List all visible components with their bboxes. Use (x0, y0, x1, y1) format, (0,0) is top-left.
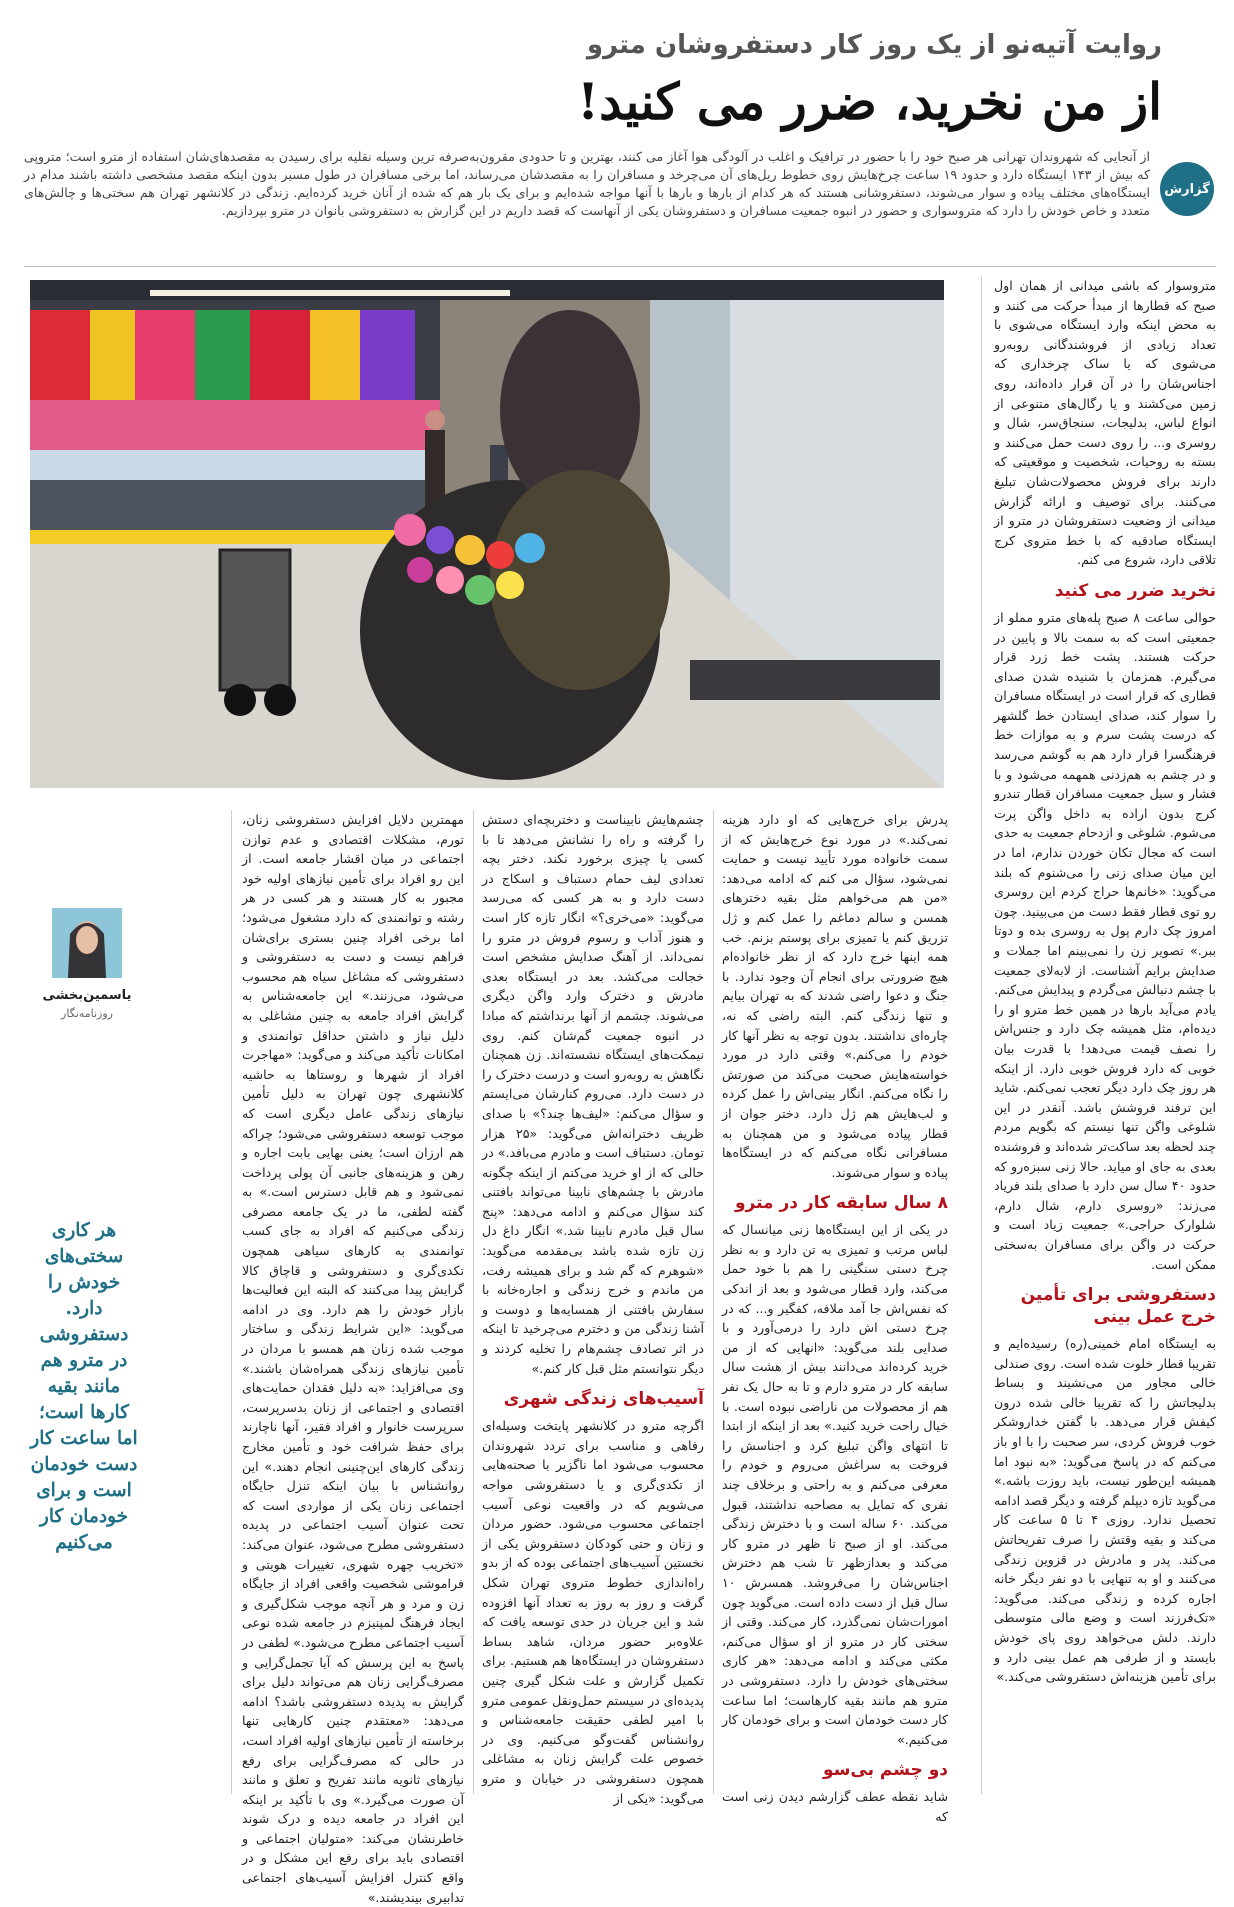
article-headline: از من نخرید، ضرر می کنید! (577, 72, 1162, 131)
paragraph: در یکی از این ایستگاه‌ها زنی میانسال که لباس مرتب و تمیزی به تن دارد و به نظر چرخ دستی سنگینی را هم با خود حمل می‌کند، وارد قطار می‌شود و بعد از اندکی که نفس‌اش جا آمد ملافه، کفگیر و... که در چرخ دستی اش دارد را درمی‌آورد و با صدایی بلند می‌گوید: «انهایی که از من خرید کرده‌اند می‌دانند بیش از هشت سال سابقه کار در مترو دارم و تا به حال یک نفر هم از محصولات من ناراضی نبوده است. با خیال راحت خرید کنید.» بعد از اینکه از ابتدا تا انتهای واگن تبلیغ کرد و اجناسش را فروخت به سراغش می‌روم و خودم را معرفی می‌کنم و به راحتی و برخلاف چند نفری که تمایل به مصاحبه نداشتند، قبول می‌کند. ۶۰ ساله است و با دخترش زندگی می‌کند. او از صبح تا ظهر در مترو کار می‌کند و بعدازظهر تا شب هم دخترش اجناس‌شان را می‌فروشد. همسرش ۱۰ سال قبل از دست داده است. می‌گوید چون امورات‌شان نمی‌گذرد، کار می‌کند. وقتی از سختی کار در مترو از او سؤال می‌کنم، مکثی می‌کند و ادامه می‌دهد: «هر کاری سختی‌های خودش را دارد. دستفروشی در مترو هم مانند بقیه کارهاست؛ اما ساعت کار دست خودمان است و برای خودمان کار می‌کنیم.» (722, 1222, 949, 1747)
paragraph: اگرچه مترو در کلانشهر پایتخت وسیله‌ای رفاهی و مناسب برای تردد شهروندان محسوب می‌شود اما ناگزیر با صحنه‌هایی از تکدی‌گری و یا دستفروشی مواجه می‌شویم که در واقعیت نوعی آسیب اجتماعی محسوب می‌شود. حضور مردان و زنان و حتی کودکان دستفروش یکی از نخستین آسیب‌های اجتماعی بوده که از بدو راه‌اندازی خطوط متروی تهران شکل گرفت و روز به روز به تعداد آنها افزوده شد و این جریان در حدی توسعه یافت که علاوه‌بر حضور مردان، شاهد بساط دستفروشان در ایستگاه‌ها هم هستیم. برای تکمیل گزارش و علت شکل گیری چنین پدیده‌ای در سیستم حمل‌ونقل عمومی مترو با امیر لطفی حقیقت جامعه‌شناس و روانشناس گفت‌وگو می‌کنیم. وی در خصوص علت گرایش زنان به مشاغلی همچون دستفروشی در خیابان و مترو می‌گوید: «یکی از (482, 1418, 704, 1806)
article-kicker: روایت آتیه‌نو از یک روز کار دستفروشان مترو (586, 30, 1162, 60)
subhead-nose-surgery: دستفروشی برای تأمین خرج عمل بینی (1020, 1285, 1216, 1328)
author-name: یاسمین‌بخشی (42, 988, 132, 1003)
author-avatar (52, 908, 122, 978)
column-divider (231, 810, 232, 1794)
pull-quote: هر کاری سختی‌های خودش را دارد. دستفروشی در مترو هم مانند بقیه کارها است؛ اما ساعت کار دست خودمان است و برای خودمان کار می‌کنیم (30, 1220, 138, 1553)
paragraph: حوالی ساعت ۸ صبح پله‌های مترو مملو از جمعیتی است که به سمت بالا و پایین در حرکت هستند. پشت خط زرد قرار می‌گیرم. همزمان با شنیده شدن صدای قطاری که قرار است در ایستگاه مسافران را سوار کند، صدای ایستادن خط گلشهر که درست پشت سرم و به موازات خط فرهنگسرا قرار دارد هم به گوشم می‌رسد و در چشم به هم‌زدنی همهمه می‌شود و با فشار و سیل جمعیت مسافران قطار تندرو کرج بدون اراده به داخل واگن پرت می‌شوم. شلوغی و ازدحام جمعیت به حدی است که مجال تکان خوردن ندارم، اما در این میان صدای زنی را می‌شنوم که بلند می‌گوید: «خانم‌ها حراج کردم این روسری رو توی قطار فقط دست من می‌بینید. چون امروز چک دارم پول به روسری بده و دوتا ببر.» تصویر زن را نمی‌بینم اما جملات و صدایش برایم آشناست. از لابه‌لای جمعیت با چشم دنبالش می‌گردم و پیدایش می‌کنم. یادم می‌آید بارها در همین خط مترو او را دیده‌ام، مثل همیشه چک دارد و جنس‌اش را نصف قیمت می‌دهد! با قدرت بیان خوبی که دارد فروش خوبی دارد. از اینکه هر روز چک دارد دیگر تعجب نمی‌کنم. شاید این ترفند فروشش باشد. آنقدر در این شلوغی واگن تنها نیستم که بگویم مردم چند لحظه بعد ساکت‌تر شده‌اند و فروشنده بعدی به جای او میاید. حالا زنی سبزه‌رو که حدود ۴۰ سال سن دارد با صدای بلند فریاد می‌زند: «روسری دارم، شال دارم، شلوارک حراجی.» جمعیت زیاد است و حرکت در واگن برای مسافران به‌سختی ممکن است. (994, 609, 1216, 1272)
article-lead (24, 148, 1216, 258)
author-box (36, 908, 138, 1020)
subhead-urban-harms: آسیب‌های زندگی شهری (503, 1389, 704, 1410)
subhead-blind-eyes: دو چشم بی‌سو (823, 1760, 948, 1781)
column-divider (981, 276, 982, 1794)
paragraph: پدرش برای خرج‌هایی که او دارد هزینه نمی‌کند.» در مورد نوع خرج‌هایش که از سمت خانواده مورد تأیید نیست و حمایت نمی‌شود، سؤال می کنم که ادامه می‌دهد: «من هم می‌خواهم مثل بقیه دخترهای همسن و سالم دماغم را عمل کنم و ژل تزریق کنم یا تمیزی برای پوستم بزنم. خب همه اینها خرج دارد که از نظر خانواده‌ام هیچ ضرورتی برای انجام آن وجود ندارد. با جنگ و دعوا راضی شدند که به تهران بیایم و تنها زندگی کنم. البته راضی که نه، چاره‌ای نداشتند. بدون توجه به نظر آنها کار خودم را می‌کنم.» وقتی دارد در مورد خواسته‌هایش صحبت می‌کند من صورتش را نگاه می‌کنم. انگار بینی‌اش را عمل کرده و لب‌هایش هم ژل دارد. دختر جوان از قطار پیاده می‌شود و من همچنان به مسافرانی نگاه می‌کنم که در ایستگاه‌ها پیاده و سوار می‌شوند. (722, 812, 948, 1180)
paragraph: شاید نقطه عطف گزارشم دیدن زنی است که (722, 1789, 948, 1824)
metro-vendor-photo (30, 280, 944, 788)
subhead-dont-buy: نخرید ضرر می کنید (1054, 580, 1216, 601)
paragraph: به ایستگاه امام خمینی(ره) رسیده‌ایم و تقریبا قطار خلوت شده است. روی صندلی خالی مجاور من می‌نشیند و بساط بدلیجاتش را که تقریبا خالی شده درون کیفش قرار می‌دهد. با گفتن خداروشکر خوب فروش کردی، سر صحبت را با او باز می‌کنم که در پاسخ می‌گوید: «به نبود اما همیشه این‌طور نیست، باید روزت باشه.» می‌گوید تازه دیپلم گرفته و دیگر قصد ادامه تحصیل ندارد. روزی ۴ تا ۵ ساعت کار می‌کند و بقیه وقتش را صرف تفریحاتش می‌کند. پدر و مادرش در قزوین زندگی می‌کنند و او به تنهایی با دو نفر دیگر خانه اجاره کرده و زندگی می‌کند. می‌گوید: «تک‌فرزند است و وضع مالی متوسطی دارند. دلش می‌خواهد روی پای خودش بایستد و از طرفی هم عمل بینی دارد و برای تأمین هزینه‌اش دستفروشی می‌کند.» (994, 1336, 1216, 1685)
report-badge: گزارش (1160, 162, 1214, 216)
paragraph: مهمترین دلایل افزایش دستفروشی زنان، تورم، مشکلات اقتصادی و عدم توازن اجتماعی در میان اقشار جامعه است. از این رو افراد برای تأمین نیازهای اولیه خود مجبور به کار هستند و هر کسی در هر رشته و توانمندی که دارد مشغول می‌شود؛ اما برخی افراد چنین بستری برای‌شان فراهم نیست و دست به دستفروشی و دستفروشی که مشاغل سیاه هم محسوب می‌شود، می‌زنند.» این جامعه‌شناس به گرایش افراد جامعه به چنین مشاغلی به دلیل نیاز و داشتن حداقل توانمندی و امکانات تأکید می‌کند و می‌گوید: «مهاجرت افراد از شهرها و روستاها به حاشیه کلانشهری چون تهران به دلیل تأمین نیازهای زندگی عامل دیگری است که موجب توسعه دستفروشی می‌شود؛ چراکه هم ارزان است؛ یعنی بهایی بابت اجاره و رهن و هزینه‌های جانبی آن پولی پرداخت نمی‌شود و هم قابل دسترس است.» به گفته لطفی، ما در یک جامعه مصرفی زندگی می‌کنیم که افراد به جای کسب توانمندی به کارهای سیاهی همچون تکدی‌گری و دستفروشی و قاچاق کالا گرایش پیدا می‌کنند که البته این فعالیت‌ها بازار خودش را هم دارد. وی در ادامه می‌گوید: «این شرایط زندگی و ساختار موجب شده زنان هم همسو با مردان در تأمین نیازهای زندگی همراه‌شان باشند.» وی می‌افزاید: «به دلیل فقدان حمایت‌های اقتصادی و اجتماعی از زنان بدسرپرست، سرپرست خانوار و افراد فقیر، آنها ناچارند برای حفظ شرافت خود و تأمین مخارج زندگی کارهای این‌چنینی انجام دهند.» این روانشناس با بیان اینکه تنزل جایگاه اجتماعی زنان یکی از مواردی است که تحت عنوان آسیب اجتماعی در پدیده دستفروشی مطرح می‌شود، عنوان می‌کند: «تخریب چهره شهری، تغییرات هویتی و فراموشی شخصیت واقعی افراد از جایگاه زن و مرد و هر آنچه موجب شکل‌گیری و ایجاد فرهنگ لمپنیزم در جامعه شده نوعی آسیب اجتماعی مطرح می‌شود.» لطفی در پاسخ به این پرسش که آیا تجمل‌گرایی و مصرف‌گرایی زنان هم می‌تواند دلیل برای گرایش به پدیده دستفروشی باشد؟ ادامه می‌دهد: «معتقدم چنین کارهایی تنها برخاسته از تأمین نیازهای اولیه افراد است، در حالی که مصرف‌گرایی برای رفع نیازهای ثانویه مانند تفریح و تعلق و مانند آن صورت می‌گیرد.» وی با تأکید بر اینکه این افراد در جامعه دیده و درک شوند خاطرنشان می‌کند: «متولیان اجتماعی و اقتصادی باید برای رفع این مشکل و در واقع کنترل افزایش آسیب‌های اجتماعی تدابیری بیندیشند.» (242, 812, 464, 1905)
column-right (994, 276, 1216, 1794)
column-3 (722, 810, 949, 1824)
subhead-eight-years: ۸ سال سابقه کار در مترو (734, 1193, 948, 1214)
paragraph: چشم‌هایش نابیناست و دختربچه‌ای دستش را گرفته و راه را نشانش می‌دهد تا با کسی یا چیزی برخورد نکند. دختر بچه تعدادی لیف حمام دستباف و اسکاج در دست دارد و به هر کسی که می‌رسد می‌گوید: «می‌خری؟» انگار تازه کار است و هنوز آداب و رسوم فروش در مترو را نمی‌داند. از آهنگ صدایش مشخص است خجالت می‌کشد. بعد در ایستگاه بعدی مادرش و دخترک وارد واگن دیگری می‌شوند. چشمم از آنها برنداشتم که مبادا در انبوه جمعیت گم‌شان کنم. روی نیمکت‌های ایستگاه نشسته‌اند. زن همچنان نگاهش به روبه‌رو است و درست دخترک را در دست دارد. می‌روم کنارشان می‌ایستم و سؤال می‌کنم: «لیف‌ها چند؟» با صدای ظریف دخترانه‌اش می‌گوید: «۲۵ هزار تومان. دستباف است و مادرم می‌بافد.» در حالی که از او خرید می‌کنم از اینکه چگونه مادرش با چشم‌های نابینا می‌تواند بافتنی کند سؤال می‌کنم و ادامه می‌دهد: «پنج سال قبل مادرم نابینا شد.» انگار داغ دل زن تازه شده باشد بی‌مقدمه می‌گوید: «شوهرم که گم شد و برای همیشه رفت، من ماندم و خرج زندگی و اجاره‌خانه با سفارش بافتنی از همسایه‌ها و دوست و آشنا زندگی من و دخترم می‌چرخید تا اینکه در اثر تصادف چشم‌هام را تخلیه کردند و دیگر نتوانستم مثل قبل کار کنم.» (482, 812, 704, 1376)
column-5 (242, 810, 464, 1905)
author-role: روزنامه‌نگار (61, 1007, 113, 1020)
photo-illustration (30, 280, 944, 788)
column-4 (482, 810, 704, 1806)
column-divider (713, 810, 714, 1794)
header-divider (24, 266, 1216, 267)
column-divider (473, 810, 474, 1794)
intro-paragraph: متروسوار که باشی میدانی از همان اول صبح که قطارها از مبدأ حرکت می کنند و به محض اینکه وارد ایستگاه می‌شوی با تعداد زیادی از فروشندگانی روبه‌رو می‌شوی که یا ساک چرخداری که اجناس‌شان را در آن قرار داده‌اند، روی زمین می‌کشند و یا رگال‌های متنوعی از انواع لباس، بدلیجات، سنجاق‌سر، شال و روسری و... را روی دست حمل می‌کنند و بسته به روحیات، شخصیت و موقعیتی که دارند برای فروش محصولات‌شان تبلیغ می‌کنند. برای توصیف و ارائه گزارش میدانی از وضعیت دستفروشان در مترو از ایستگاه صادقیه که با خط متروی کرج تلاقی دارد، شروع می کنم. (994, 278, 1216, 568)
lead-paragraph: از آنجایی که شهروندان تهرانی هر صبح خود را با حضور در ترافیک و اغلب در آلودگی هوا آغاز می کنند، بهترین و تا حدودی مقرون‌به‌صرفه ترین وسیله نقلیه برای رسیدن به مقصدهای‌شان استفاده از مترو است؛ متروپی که بیش از ۱۴۳ ایستگاه دارد و حدود ۱۹ ساعت چرخ‌هایش روی خطوط ریل‌های آن می‌چرخد و مسافران را به مقصدشان می‌رساند، اما برخی مسافران در طول مسیر بدون اینکه مقصد مشخصی داشته باشند مدام در ایستگاه‌های مختلف پیاده و سوار می‌شوند، دستفروشانی هستند که هر کدام از بارها و بارها با آنها مواجه شده‌ایم و برای یک بار هم که شده از آنان خرید کرده‌ایم. زندگی در کلانشهر تهران هم سختی‌ها و چالش‌های متعدد و خاص خودش را دارد که متروسواری و حضور در انبوه جمعیت مسافران و دستفروشان یکی از آنهاست که قصد داریم در این گزارش به دستفروشی بانوان در مترو بپردازیم. (24, 149, 1151, 218)
